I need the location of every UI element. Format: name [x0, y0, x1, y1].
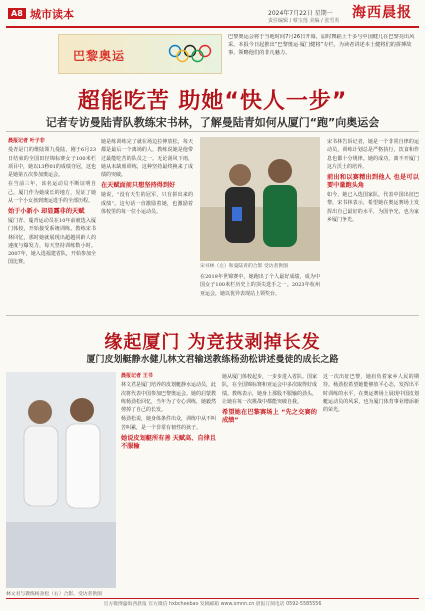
article1-subhead: 始于小新小 却显露非的天赋: [8, 208, 85, 215]
article1-paragraph: 厦门青、蔓青运动员在10年前被选入厦门体校，开始接受系统训练。教练宋书林回忆，那时她就展现出超越同龄人的速度与爆发力，每天坚持训练数小时。2007年，她入选福建省队，开始参加全国比赛。: [8, 218, 96, 266]
header-divider: [6, 26, 419, 28]
article1-byline: 晨报记者 叶子非: [8, 138, 45, 144]
article1-paragraph: 她是练训练完了就在场边拉伸放松，每天都是最后一个离场的人，教练说她是他带过最能吃苦的队员之一。无论刮风下雨，她从未缺席训练，这种坚持最终换来了成绩的突破。: [101, 139, 193, 178]
article1-paragraph: 如今，她已入选国家队，代表中国出征巴黎。宋书林表示，希望她在奥运赛场上发挥出自己最好的水平，为国争光，也为家乡厦门争光。: [327, 192, 419, 223]
article2-photo: [6, 372, 116, 588]
page-header: [0, 0, 425, 26]
footer-divider: [6, 598, 419, 599]
article1-headline: 超能吃苦 助她“快人一步”: [77, 89, 348, 114]
article1-paragraph: 在当前三年，该名运动员不断证明自己，厦门作为她成长的地方，见证了她从一个小女孩到奥运选手的全部历程。: [8, 181, 96, 204]
article2-subhead: 希望她在巴黎赛场上 “先之交赛的成绩”: [222, 409, 317, 425]
article2-subhead: 她说皮划艇所有善 天赋高、自律且不服输: [121, 434, 216, 450]
article1-paragraph: 她说，“没有天生的冠军，只有拼出来的成绩”。这句话一直激励着她，也激励着体校里的每一位小运动员。: [101, 192, 193, 215]
article1-column-1: [8, 137, 96, 312]
column-intro: 巴黎奥运会将于当地时间7月26日开幕，届时舞蹈上千多与中国健儿在巴黎亮出风采。本报今日起推出“巴黎奥运·厦门健将”专栏，为读者讲述本土健将们的拼搏故事，领略他们的非凡魅力。: [228, 34, 415, 56]
article2-headline: 缘起厦门 为竞技剥掉长发: [104, 332, 321, 353]
olympic-banner: [58, 34, 222, 74]
article2-photo-caption: 林文君与教练杨劲松（右）合影。受访者供图: [6, 592, 102, 597]
article2-paragraph: 杨劲松说，她身体条件出众，训练中从不叫苦叫累，是一个非常有韧性的孩子。: [121, 416, 216, 431]
section-title: 城市读本: [30, 8, 74, 21]
article1-divider: [6, 131, 419, 132]
newspaper-logo: 海西晨报: [352, 5, 412, 21]
article1-column-3: [200, 272, 320, 312]
article1-paragraph: 在2019年世锦赛中，她跑出了个人最好成绩，成为中国女子100米栏历史上的顶尖选手之一。2023年杭州亚运会，她以优异表现站上领奖台。: [200, 274, 320, 297]
banner-title: 巴黎奥运: [73, 49, 126, 63]
article2-subheadline: 厦门皮划艇静水健儿林文君输送教练杨劲松讲述曼徒的成长之路: [86, 355, 339, 365]
article1-subheadline: 记者专访曼陆青队教练宋书林，了解曼陆青如何从厦门“跑”向奥运会: [45, 116, 380, 129]
article1-photo: [200, 137, 320, 261]
issue-date: 2024年7月22日 星期一: [268, 10, 333, 17]
article2-paragraph: 林文君是厦门培养的皮划艇静水运动员，此次将代表中国参加巴黎奥运会。她的启蒙教练杨劲松回忆，当年为了专心训练，她毅然剪掉了自己的长发。: [121, 382, 216, 413]
article1-paragraph: 宋书林告诉记者，她是一个非常自律的运动员，训练计划总是严格执行，饮食和作息也都十分规律。她的成功，离不开厦门这片沃土的培养。: [327, 139, 419, 170]
athlete-coach-photo-icon: [6, 372, 116, 588]
article2-column-3: [323, 372, 419, 594]
article1-subhead: 前出和以赛精出到他人 也是可以要中量跑头角: [327, 174, 419, 190]
article1-subhead: 在天赋面前只想坚持得到好: [101, 182, 176, 190]
article2-paragraph: 这一次出征巴黎，她肩负着家乡人民的期待。杨劲松希望她能够放平心态，发挥出平时训练的水平，在奥运赛场上展现中国皮划艇运动员的风采，也为厦门体育事业增添新的荣光。: [323, 374, 419, 413]
editor-credit: 责任编辑 / 蔡宝莲 美编 / 张雪英: [268, 18, 340, 24]
article2-column-1: [121, 372, 216, 594]
coach-athlete-photo-icon: [200, 137, 320, 261]
article2-paragraph: 她从厦门体校起步，一步步进入省队、国家队，在全国锦标赛和亚运会中多次取得好成绩。教练表示，她身上那股不服输的劲头，让她在每一次挑战中都能突破自我。: [222, 374, 317, 405]
article1-paragraph: 曼青是门的维陆领九曼陆，刚于6月23日结束的全国田径锦标赛女子100米栏项目中，她以13秒01的成绩夺冠，这也是她第五次参加奥运会。: [8, 147, 96, 178]
article1-column-2: [101, 137, 193, 312]
olympic-rings-icon: [167, 44, 213, 64]
article2-byline: 晨报记者 王书: [121, 373, 153, 379]
article2-column-2: [222, 372, 317, 594]
page-number-badge: A8: [8, 8, 26, 19]
page-footer: 官方微博@海西晨报 官方微信 hxbcheebao 发稿邮箱 www.xmnn.cn 晨报订阅电话 0592-5585556: [103, 602, 322, 607]
article-separator: [6, 315, 419, 316]
article1-photo-caption: 宋书林（左）和曼陆青的合影 受访者供图: [200, 264, 288, 269]
article1-column-4: [327, 137, 419, 312]
